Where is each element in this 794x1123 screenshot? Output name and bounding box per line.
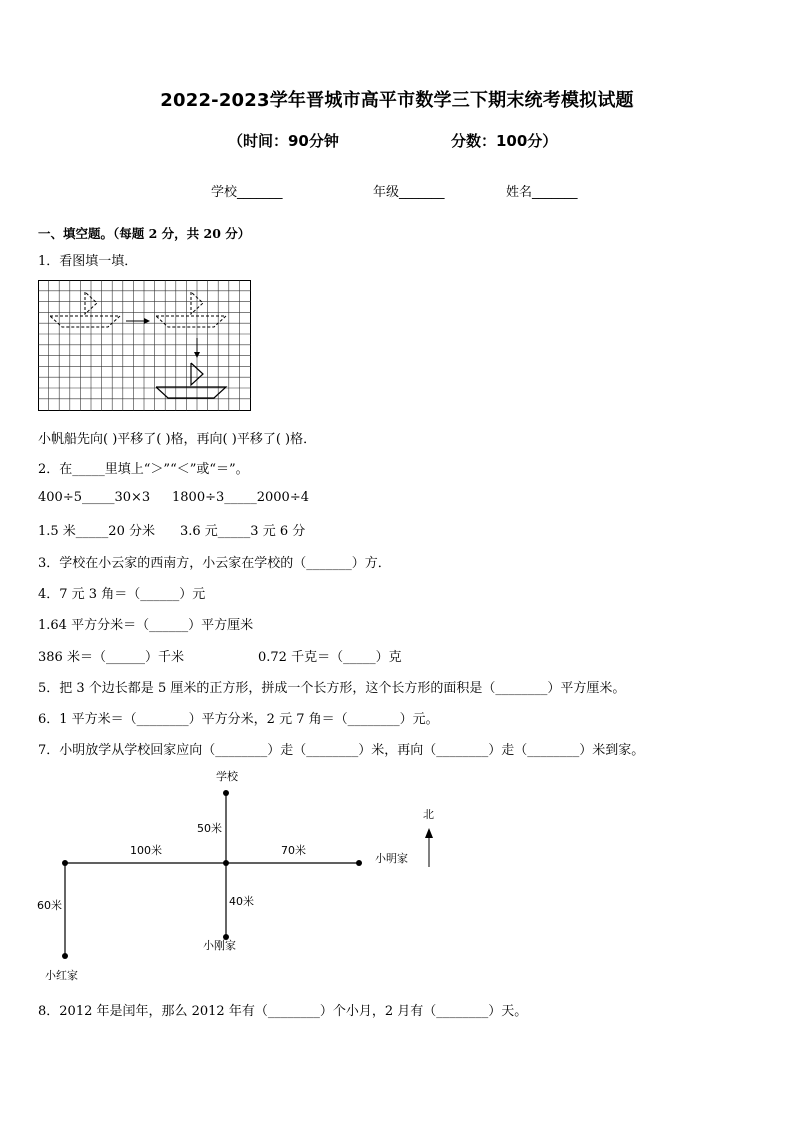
xiaohong-home-point xyxy=(62,953,68,959)
north-label: 北 xyxy=(423,808,434,821)
junction-point xyxy=(223,860,229,866)
question-6: 6．1 平方米＝（________）平方分米，2 元 7 角＝（________）元。 xyxy=(38,712,439,727)
question-1-prompt: 1．看图填一填． xyxy=(38,254,138,269)
distance-60-label: 60米 xyxy=(37,899,62,912)
grade-field: 年级_______ xyxy=(373,185,445,200)
sailboat-moved-down xyxy=(156,363,226,398)
exam-score: 分数：100分） xyxy=(451,132,558,150)
sailboat-grid-figure xyxy=(38,280,252,412)
exam-time: （时间：90分钟 xyxy=(228,132,339,150)
school-point xyxy=(223,790,229,796)
distance-40-label: 40米 xyxy=(229,895,254,908)
question-4-line-3b: 0.72 千克＝（_____）克 xyxy=(258,650,402,665)
section-heading: 一、填空题。（每题 2 分，共 20 分） xyxy=(38,226,251,241)
question-1-answer: 小帆船先向( )平移了( )格，再向( )平移了( )格． xyxy=(38,432,317,447)
question-8: 8．2012 年是闰年，那么 2012 年有（________）个小月，2 月有（________）天。 xyxy=(38,1004,528,1019)
grid-lines xyxy=(39,281,251,411)
school-field: 学校_______ xyxy=(211,185,283,200)
west-junction-point xyxy=(62,860,68,866)
question-5: 5．把 3 个边长都是 5 厘米的正方形，拼成一个长方形，这个长方形的面积是（________）平方厘米。 xyxy=(38,681,626,696)
route-map xyxy=(30,762,460,987)
question-2-prompt: 2．在_____里填上“＞”“＜”或“＝”。 xyxy=(38,462,249,477)
question-3: 3．学校在小云家的西南方，小云家在学校的（_______）方． xyxy=(38,556,391,571)
question-4-line-1: 4．7 元 3 角＝（______）元 xyxy=(38,587,206,602)
question-2-item-4: 3.6 元_____3 元 6 分 xyxy=(180,524,306,539)
north-arrow-icon xyxy=(425,828,433,838)
sailboat-moved-right xyxy=(156,292,226,327)
down-arrow-head xyxy=(194,352,200,358)
question-4-line-2: 1.64 平方分米＝（______）平方厘米 xyxy=(38,618,254,633)
distance-70-label: 70米 xyxy=(281,844,306,857)
question-2-item-3: 1.5 米_____20 分米 xyxy=(38,524,155,539)
page-title: 2022-2023学年晋城市高平市数学三下期末统考模拟试题 xyxy=(160,90,634,111)
grid-border xyxy=(39,281,251,411)
question-2-item-1: 400÷5_____30×3 xyxy=(38,490,151,505)
distance-100-label: 100米 xyxy=(130,844,162,857)
school-label: 学校 xyxy=(216,770,238,783)
name-field: 姓名_______ xyxy=(506,185,578,200)
distance-50-label: 50米 xyxy=(197,822,222,835)
xiaoming-home-label: 小明家 xyxy=(375,852,408,865)
xiaoming-home-point xyxy=(356,860,362,866)
question-4-line-3a: 386 米＝（______）千米 xyxy=(38,650,184,665)
sailboat-original xyxy=(50,292,120,327)
xiaogang-home-label: 小刚家 xyxy=(203,939,236,952)
xiaohong-home-label: 小红家 xyxy=(45,969,78,982)
question-2-item-2: 1800÷3_____2000÷4 xyxy=(172,490,309,505)
question-7: 7．小明放学从学校回家应向（________）走（________）米，再向（________）走（________）米到家。 xyxy=(38,743,645,758)
